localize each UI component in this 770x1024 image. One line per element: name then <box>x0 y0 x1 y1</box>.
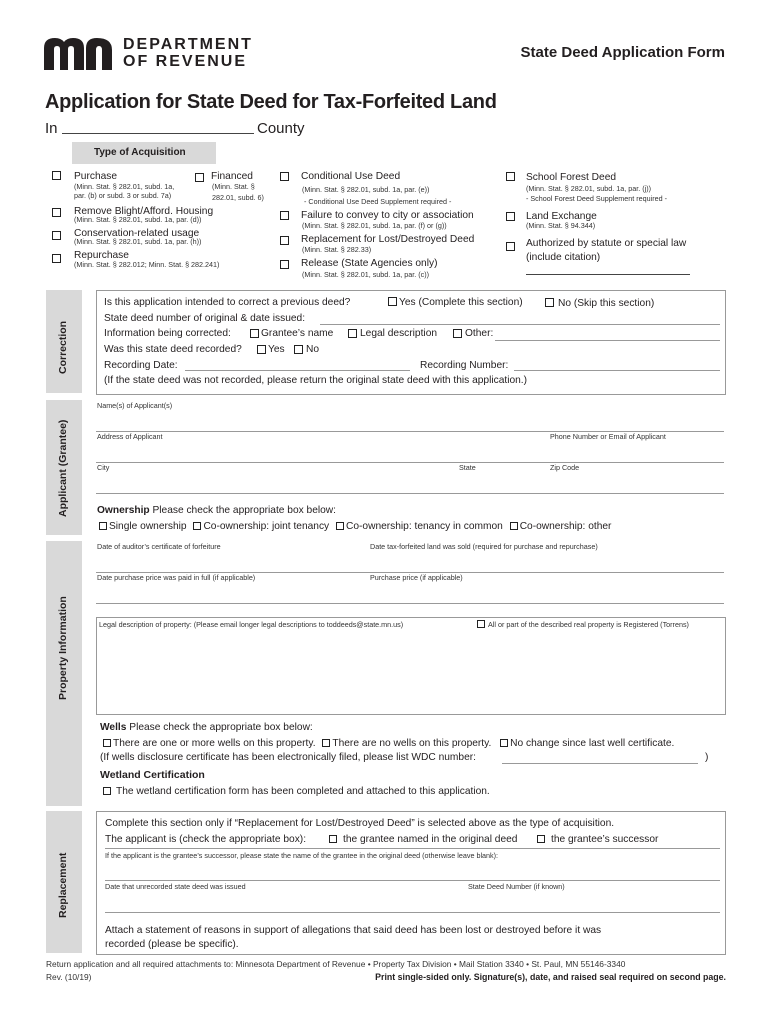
county-suffix: County <box>257 120 305 137</box>
replacement-successor-label: the grantee’s successor <box>551 834 659 845</box>
price-input-line[interactable] <box>96 603 724 604</box>
wdc-input[interactable] <box>502 763 698 764</box>
legal-description-label: Legal description of property: (Please email longer legal descriptions to toddeeds@state.mn.us) <box>99 620 404 629</box>
address-input[interactable] <box>96 462 724 463</box>
deed-number-label: State deed number of original & date issued: <box>104 313 306 324</box>
auditor-date-label: Date of auditor’s certificate of forfeiture <box>97 542 221 551</box>
recording-number-label: Recording Number: <box>420 360 509 371</box>
failure-label: Failure to convey to city or association <box>301 210 474 221</box>
logo-text-department: DEPARTMENT <box>123 36 253 53</box>
legal-description-box[interactable] <box>96 617 726 715</box>
unrecorded-input[interactable] <box>105 912 720 913</box>
financed-cite: (Minn. Stat. § <box>212 182 255 191</box>
wells-no-label: There are no wells on this property. <box>332 738 492 749</box>
release-label: Release (State Agencies only) <box>301 258 438 269</box>
wetland-label: The wetland certification form has been completed and attached to this application. <box>116 786 490 797</box>
attach-statement-1: Attach a statement of reasons in support of allegations that said deed has been lost or destroyed before it was <box>105 925 602 936</box>
wells-yes-checkbox[interactable] <box>103 739 111 747</box>
school-forest-note: - School Forest Deed Supplement required - <box>526 194 668 203</box>
successor-input[interactable] <box>105 880 720 881</box>
acquisition-heading-text: Type of Acquisition <box>94 147 186 158</box>
address-label: Address of Applicant <box>97 432 163 441</box>
sold-date-label: Date tax-forfeited land was sold (required for purchase and repurchase) <box>370 542 598 551</box>
info-corrected-label: Information being corrected: <box>104 328 231 339</box>
ownership-options <box>99 521 611 533</box>
tenancy-common-checkbox[interactable] <box>336 522 344 530</box>
wells-instruction <box>100 722 313 733</box>
conditional-cite: (Minn. Stat. § 282.01, subd. 1a, par. (e)) <box>302 185 430 194</box>
blight-label: Remove Blight/Afford. Housing <box>74 206 214 217</box>
recorded-yes-label: Yes <box>268 344 285 355</box>
conservation-cite: (Minn. Stat. § 282.01, subd. 1a, par. (h)) <box>74 237 202 246</box>
co-ownership-other-checkbox[interactable] <box>510 522 518 530</box>
wells-no-checkbox[interactable] <box>322 739 330 747</box>
footer-print: Print single-sided only. Signature(s), date, and raised seal required on second page. <box>375 972 726 982</box>
land-exchange-checkbox[interactable] <box>506 212 515 221</box>
replacement-checkbox[interactable] <box>280 236 289 245</box>
paid-date-label: Date purchase price was paid in full (if applicable) <box>97 573 256 582</box>
authorized-label-2: (include citation) <box>526 252 601 263</box>
replacement-divider <box>105 848 720 849</box>
ownership-instruction <box>97 505 336 516</box>
conservation-label: Conservation-related usage <box>74 228 200 239</box>
recorded-yes-checkbox[interactable] <box>257 345 266 354</box>
wetland-option <box>103 786 490 798</box>
state-label: State <box>459 463 476 472</box>
county-input-line[interactable] <box>62 133 254 134</box>
grantee-name-checkbox[interactable] <box>250 329 259 338</box>
recording-date-label: Recording Date: <box>104 360 178 371</box>
torrens-label: All or part of the described real property is Registered (Torrens) <box>488 620 689 629</box>
wells-options <box>103 738 674 750</box>
correction-no-checkbox[interactable] <box>545 298 554 307</box>
authorized-label: Authorized by statute or special law <box>526 238 687 249</box>
legal-description-checkbox[interactable] <box>348 329 357 338</box>
wdc-close: ) <box>705 752 709 763</box>
acquisition-heading <box>72 142 216 164</box>
tenancy-common-label: Co-ownership: tenancy in common <box>346 521 503 532</box>
conditional-note: - Conditional Use Deed Supplement required - <box>304 197 452 206</box>
replacement-grantee-label: the grantee named in the original deed <box>343 834 518 845</box>
replacement-section-label: Replacement <box>57 852 69 918</box>
failure-checkbox[interactable] <box>280 211 289 220</box>
correction-no-label: No (Skip this section) <box>558 298 655 309</box>
phone-label: Phone Number or Email of Applicant <box>550 432 666 441</box>
legal-description-label: Legal description <box>360 328 438 339</box>
city-label: City <box>97 463 110 472</box>
grantee-name-label: Grantee’s name <box>261 328 334 339</box>
joint-tenancy-checkbox[interactable] <box>193 522 201 530</box>
applicant-label: Applicant (Grantee) <box>57 419 69 517</box>
replacement-line1: Complete this section only if “Replacement for Lost/Destroyed Deed” is selected above as the type of acquisition. <box>105 818 615 829</box>
other-input[interactable] <box>495 340 720 341</box>
purchase-label: Purchase <box>74 171 118 182</box>
blight-checkbox[interactable] <box>52 208 61 217</box>
replacement-successor-checkbox[interactable] <box>537 835 545 843</box>
mn-logo-icon <box>42 36 114 70</box>
replacement-label: Replacement for Lost/Destroyed Deed <box>301 234 475 245</box>
co-ownership-other-label: Co-ownership: other <box>519 521 612 532</box>
attach-statement-2: recorded (please be specific). <box>105 939 239 950</box>
property-label: Property Information <box>57 596 69 700</box>
repurchase-cite: (Minn. Stat. § 282.012; Minn. Stat. § 282.241) <box>74 260 220 269</box>
blight-cite: (Minn. Stat. § 282.01, subd. 1a, par. (d)) <box>74 215 202 224</box>
applicant-names-label: Name(s) of Applicant(s) <box>97 401 173 410</box>
joint-tenancy-label: Co-ownership: joint tenancy <box>203 521 330 532</box>
torrens-checkbox[interactable] <box>477 620 485 628</box>
wells-nochange-checkbox[interactable] <box>500 739 508 747</box>
zip-label: Zip Code <box>550 463 580 472</box>
school-forest-checkbox[interactable] <box>506 172 515 181</box>
deed-number-input[interactable] <box>320 324 720 325</box>
single-ownership-checkbox[interactable] <box>99 522 107 530</box>
ownership-instruction-text: Please check the appropriate box below: <box>149 505 336 516</box>
repurchase-label: Repurchase <box>74 250 129 261</box>
unrecorded-date-label: Date that unrecorded state deed was issued <box>105 882 246 891</box>
wells-nochange-label: No change since last well certificate. <box>510 738 675 749</box>
citation-input-line[interactable] <box>526 274 690 275</box>
purchase-checkbox[interactable] <box>52 171 61 180</box>
correction-yes-checkbox[interactable] <box>388 297 397 306</box>
wells-instruction-text: Please check the appropriate box below: <box>126 722 313 733</box>
financed-cite-2: 282.01, subd. 6) <box>212 193 264 202</box>
failure-cite: (Minn. Stat. § 282.01, subd. 1a, par. (f) or (g)) <box>302 221 447 230</box>
replacement-line2: The applicant is (check the appropriate box): <box>105 834 307 845</box>
deed-number-known-label: State Deed Number (if known) <box>468 882 565 891</box>
successor-note: If the applicant is the grantee’s successor, please state the name of the grantee in the original deed (otherwise leave blank): <box>105 851 499 860</box>
price-label: Purchase price (if applicable) <box>370 573 463 582</box>
purchase-cite: (Minn. Stat. § 282.01, subd. 1a, <box>74 182 175 191</box>
financed-checkbox[interactable] <box>195 173 204 182</box>
wetland-heading: Wetland Certification <box>100 769 205 781</box>
recorded-no-checkbox[interactable] <box>294 345 303 354</box>
land-exchange-label: Land Exchange <box>526 211 597 222</box>
correction-note: (If the state deed was not recorded, please return the original state deed with this application.) <box>104 375 528 386</box>
form-title: State Deed Application Form <box>520 44 725 61</box>
footer-return: Return application and all required attachments to: Minnesota Department of Revenue • Property Tax Division • Mail Station 3340 • St. Paul, MN 55146-3340 <box>46 959 626 969</box>
page-title: Application for State Deed for Tax-Forfeited Land <box>45 91 497 113</box>
recording-date-input[interactable] <box>185 370 410 371</box>
replacement-cite: (Minn. Stat. § 282.33) <box>302 245 372 254</box>
school-forest-label: School Forest Deed <box>526 172 617 183</box>
land-exchange-cite: (Minn. Stat. § 94.344) <box>526 221 596 230</box>
release-cite: (Minn. Stat. § 282.01, subd. 1a, par. (c)) <box>302 270 430 279</box>
wdc-label: (If wells disclosure certificate has been electronically filed, please list WDC number: <box>100 752 476 763</box>
release-checkbox[interactable] <box>280 260 289 269</box>
authorized-checkbox[interactable] <box>506 242 515 251</box>
other-label: Other: <box>465 328 494 339</box>
ownership-heading: Ownership <box>97 505 150 516</box>
conditional-label: Conditional Use Deed <box>301 171 401 182</box>
logo-text-revenue: OF REVENUE <box>123 53 248 70</box>
correction-yes-label: Yes (Complete this section) <box>399 297 523 308</box>
correction-question: Is this application intended to correct a previous deed? <box>104 297 351 308</box>
conservation-checkbox[interactable] <box>52 231 61 240</box>
county-prefix: In <box>45 120 58 137</box>
financed-label: Financed <box>211 171 253 182</box>
wetland-checkbox[interactable] <box>103 787 111 795</box>
conditional-checkbox[interactable] <box>280 172 289 181</box>
recorded-no-label: No <box>306 344 320 355</box>
footer-rev: Rev. (10/19) <box>46 972 92 982</box>
wells-yes-label: There are one or more wells on this property. <box>113 738 316 749</box>
correction-label: Correction <box>57 320 69 374</box>
city-input[interactable] <box>96 493 724 494</box>
repurchase-checkbox[interactable] <box>52 254 61 263</box>
school-forest-cite: (Minn. Stat. § 282.01, subd. 1a, par. (j)) <box>526 184 652 193</box>
wells-heading: Wells <box>100 722 127 733</box>
replacement-grantee-checkbox[interactable] <box>329 835 337 843</box>
recording-number-input[interactable] <box>514 370 720 371</box>
single-ownership-label: Single ownership <box>109 521 187 532</box>
other-checkbox[interactable] <box>453 329 462 338</box>
purchase-cite-2: par. (b) or subd. 3 or subd. 7a) <box>74 191 172 200</box>
recorded-question: Was this state deed recorded? <box>104 344 242 355</box>
